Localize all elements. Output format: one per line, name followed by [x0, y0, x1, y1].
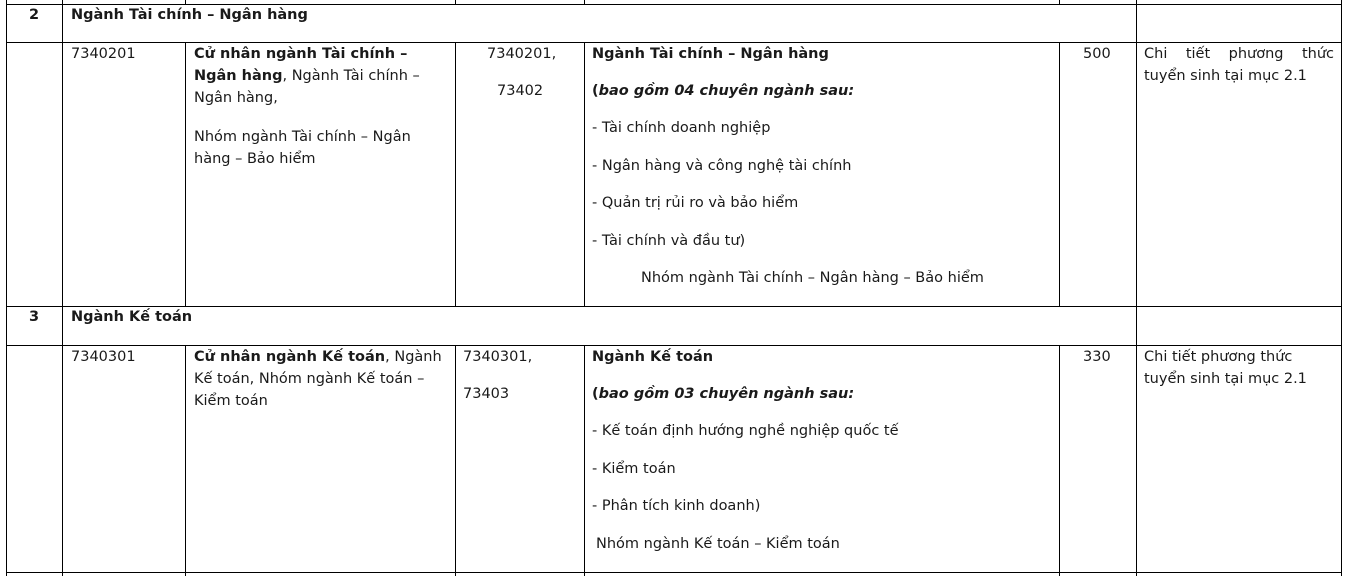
- degree-name-rest: , Ngành Kế toán, Nhóm ngành Kế toán – Kiểm toán: [194, 349, 442, 409]
- program-group: Nhóm ngành Kế toán – Kiểm toán: [596, 536, 840, 552]
- grid-line: [584, 0, 585, 4]
- grid-line: [584, 42, 585, 306]
- major-item: - Kiểm toán: [592, 461, 676, 477]
- program-subtitle: [592, 383, 854, 405]
- program-code-list-item: 73402: [497, 83, 544, 99]
- major-item: - Kế toán định hướng nghề nghiệp quốc tế: [592, 423, 899, 439]
- section-number: 3: [29, 309, 40, 325]
- admission-note: Chi tiết phương thức tuyển sinh tại mục 2.1: [1144, 349, 1307, 387]
- grid-line: [584, 345, 585, 576]
- grid-line: [455, 0, 456, 4]
- grid-line: [6, 0, 7, 576]
- degree-group: Nhóm ngành Tài chính – Ngân hàng – Bảo hiểm: [194, 129, 411, 167]
- degree-name-rest: , Ngành Tài chính – Ngân hàng,: [194, 68, 420, 106]
- grid-line: [1136, 0, 1137, 576]
- section-title: Ngành Kế toán: [71, 309, 193, 325]
- degree-name: [194, 43, 444, 109]
- program-code-list-item: 73403: [463, 386, 510, 402]
- program-group: Nhóm ngành Tài chính – Ngân hàng – Bảo hiểm: [641, 270, 984, 286]
- grid-line: [6, 572, 1342, 573]
- degree-name-bold: Cử nhân ngành Tài chính – Ngân hàng: [194, 46, 408, 84]
- program-code: 7340201: [71, 46, 136, 62]
- major-item: - Quản trị rủi ro và bảo hiểm: [592, 195, 799, 211]
- program-code: 7340301: [71, 349, 136, 365]
- program-title: Ngành Tài chính – Ngân hàng: [592, 46, 829, 62]
- major-item: - Tài chính và đầu tư): [592, 233, 746, 249]
- grid-line: [6, 306, 1342, 307]
- major-item: - Phân tích kinh doanh): [592, 498, 761, 514]
- grid-line: [62, 0, 63, 576]
- program-code-list-item: 7340201,: [487, 46, 557, 62]
- program-subtitle: [592, 80, 854, 102]
- grid-line: [1059, 42, 1060, 306]
- major-item: - Tài chính doanh nghiệp: [592, 120, 771, 136]
- grid-line: [1059, 345, 1060, 576]
- grid-line: [1341, 0, 1342, 576]
- program-code-list-item: 7340301,: [463, 349, 533, 365]
- grid-line: [455, 345, 456, 576]
- quota: 330: [1083, 349, 1111, 365]
- program-subtitle-text: bao gồm 03 chuyên ngành sau:: [598, 386, 855, 402]
- grid-line: [1059, 0, 1060, 4]
- grid-line: [455, 42, 456, 306]
- open-paren: (: [592, 386, 599, 402]
- grid-line: [185, 42, 186, 306]
- program-title: Ngành Kế toán: [592, 349, 714, 365]
- open-paren: (: [592, 83, 599, 99]
- quota: 500: [1083, 46, 1111, 62]
- grid-line: [185, 345, 186, 576]
- major-item: - Ngân hàng và công nghệ tài chính: [592, 158, 852, 174]
- section-title: Ngành Tài chính – Ngân hàng: [71, 7, 308, 23]
- admission-note: Chi tiết phương thức tuyển sinh tại mục 2.1: [1144, 46, 1334, 84]
- degree-name-bold: Cử nhân ngành Kế toán: [194, 349, 386, 365]
- degree-name: [194, 346, 444, 412]
- program-subtitle-text: bao gồm 04 chuyên ngành sau:: [598, 83, 855, 99]
- section-number: 2: [29, 7, 40, 23]
